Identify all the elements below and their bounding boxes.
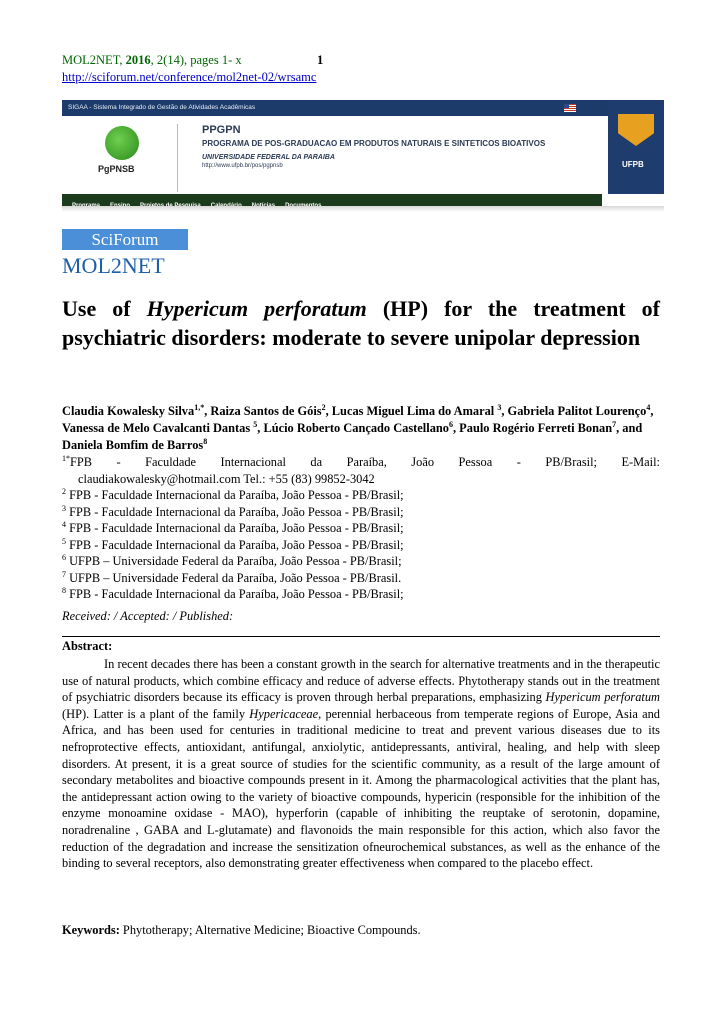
author-sup: 6 <box>448 419 453 429</box>
affiliation-4 <box>62 520 660 537</box>
title-pre: Use of <box>62 296 147 321</box>
affiliation-3 <box>62 504 660 521</box>
affiliation-sup: 7 <box>62 569 66 579</box>
affiliation-1-contact: claudiakowalesky@hotmail.com Tel.: +55 (83) 99852-3042 <box>78 471 375 486</box>
journal-year: 2016 <box>125 53 151 67</box>
banner-top-text: SIGAA - Sistema Integrado de Gestão de Atividades Acadêmicas <box>68 104 256 111</box>
program-acronym: PPGPN <box>202 124 241 136</box>
affiliation-sup: 6 <box>62 552 66 562</box>
journal-name: MOL2NET <box>62 53 120 67</box>
affiliation-text: FPB - Faculdade Internacional da Paraíba, João Pessoa - PB/Brasil; <box>66 587 404 601</box>
publication-dates: Received: / Accepted: / Published: <box>62 609 234 623</box>
abstract-body <box>62 656 660 872</box>
author-sup: 7 <box>612 419 617 429</box>
author-sup: 5 <box>253 419 258 429</box>
author: Claudia Kowalesky Silva <box>62 404 195 418</box>
abstract-text: In recent decades there has been a constant growth in the search for alternative treatments and in the therapeutic use of natural products, which combine efficacy and reduce of adverse effects. Phytotherapy stands out in the treatment of psychiatric disorders because its efficacy is proven through herbal preparations, emphasizing <box>62 657 660 705</box>
affiliation-5 <box>62 537 660 554</box>
title-species: Hypericum perforatum <box>146 296 367 321</box>
section-divider <box>62 636 660 637</box>
affiliation-6 <box>62 553 660 570</box>
affiliation-7 <box>62 570 660 587</box>
keywords-label: Keywords: <box>62 923 120 937</box>
affiliation-sup: 3 <box>62 503 66 513</box>
affiliation-text: UFPB – Universidade Federal da Paraíba, João Pessoa - PB/Brasil; <box>66 554 402 568</box>
affiliation-1 <box>62 454 660 471</box>
paper-title <box>62 294 660 352</box>
program-banner <box>62 100 664 213</box>
author: , Lucas Miguel Lima do Amaral <box>325 404 498 418</box>
program-website: http://www.ufpb.br/pos/pgpnsb <box>202 163 283 169</box>
us-flag-icon[interactable] <box>564 104 576 112</box>
sciforum-badge: SciForum <box>62 229 188 250</box>
affiliation-text: UFPB – Universidade Federal da Paraíba, João Pessoa - PB/Brasil. <box>66 570 402 585</box>
affiliation-text: FPB - Faculdade Internacional da Paraíba, João Pessoa - PB/Brasil; <box>66 537 404 552</box>
abstract-family: Hypericaceae <box>249 706 319 721</box>
banner-top-bar <box>62 100 664 116</box>
keywords <box>62 923 421 938</box>
affiliation-sup: 4 <box>62 519 66 529</box>
ufpb-label: UFPB <box>622 160 644 169</box>
title-post: (HP) for the treatment of psychiatric disorders: moderate to severe unipolar depression <box>62 296 660 350</box>
affiliation-2 <box>62 487 660 504</box>
page-number: 1 <box>317 53 324 67</box>
logo-text: PgPNSB <box>98 164 135 174</box>
abstract-species: Hypericum perforatum <box>545 690 660 705</box>
affiliation-text: FPB - Faculdade Internacional da Paraíba, João Pessoa - PB/Brasil; <box>66 488 404 502</box>
banner-body <box>62 116 602 194</box>
affiliation-sup: 2 <box>62 486 66 496</box>
affiliation-text: FPB - Faculdade Internacional da Paraíba, João Pessoa - PB/Brasil; E-Mail: <box>70 455 660 469</box>
journal-details: , 2(14), pages 1- x <box>150 53 242 67</box>
affiliation-text: FPB - Faculdade Internacional da Paraíba, João Pessoa - PB/Brasil; <box>66 521 404 535</box>
author: , Paulo Rogério Ferreti Bonan <box>452 421 613 435</box>
author: , Vanessa de Melo Cavalcanti Dantas <box>62 404 654 435</box>
author: , Lúcio Roberto Cançado Castellano <box>257 421 449 435</box>
program-full-name: PROGRAMA DE POS-GRADUACAO EM PRODUTOS NATURAIS E SINTETICOS BIOATIVOS <box>202 139 546 148</box>
affiliation-8 <box>62 586 660 603</box>
author-sup: 2 <box>321 402 326 412</box>
mol2net-label: MOL2NET <box>62 253 165 278</box>
pgpnsb-logo-icon <box>105 126 139 160</box>
author: , Raiza Santos de Góis <box>204 404 322 418</box>
affiliation-sup: 1* <box>62 453 70 463</box>
author-list <box>62 403 660 454</box>
affiliation-sup: 5 <box>62 536 66 546</box>
ufpb-crest-icon <box>618 114 654 146</box>
program-info <box>202 124 545 169</box>
author: , Gabriela Palitot Lourenço <box>501 404 647 418</box>
abstract-heading: Abstract: <box>62 639 113 653</box>
divider <box>177 124 178 192</box>
author-sup: 8 <box>203 436 208 446</box>
abstract-text: , perennial herbaceous from temperate regions of Europe, Asia and Africa, and has been used for centuries in traditional medicine to treat and prevent various diseases due to its nefroprotective effects, antioxidant, antifungal, anxiolytic, antidepressants, antiviral, healing, and help with sleep disorders. At present, it is a great source of studies for the scientific community, as a result of the large amount of secondary metabolites and bioactive compounds present in it. Among the pharmacological activities that the plant has, the antidepressant action owing to the variety of bioactive compounds, hypericin (responsible for the inhibition of the enzyme monoamine oxidase - MAO), hyperforin (capable of inhibiting the reuptake of serotonin, dopamine, noradrenaline , GABA and L-glutamate) and flavonoids the main responsible for this action, which also favor the reduction of the degradation and increase the sensitization ofneurochemical substances, as well as the enhance of the binding to several receptors, also demonstrating greater effectiveness when compared to the placebo effect. <box>62 706 660 871</box>
author-sup: 3 <box>497 402 502 412</box>
author-sup: 1,* <box>194 402 205 412</box>
author: , and Daniela Bomfim de Barros <box>62 421 643 452</box>
abstract-text: (HP). Latter is a plant of the family <box>62 706 250 721</box>
banner-nav <box>62 194 602 206</box>
affiliation-text: FPB - Faculdade Internacional da Paraíba, João Pessoa - PB/Brasil; <box>66 504 404 519</box>
affiliation-sup: 8 <box>62 585 66 595</box>
conference-link[interactable]: http://sciforum.net/conference/mol2net-02/wrsamc <box>62 70 317 84</box>
affiliations <box>62 454 660 603</box>
ufpb-panel <box>608 100 664 194</box>
keywords-text: Phytotherapy; Alternative Medicine; Bioactive Compounds. <box>119 923 421 937</box>
running-header: MOL2NET, 2016, 2(14), pages 1- x 1 http://sciforum.net/conference/mol2net-02/wrsamc <box>62 53 324 84</box>
banner-shadow <box>62 206 664 212</box>
author-sup: 4 <box>646 402 651 412</box>
university-name: UNIVERSIDADE FEDERAL DA PARAIBA <box>202 154 335 161</box>
